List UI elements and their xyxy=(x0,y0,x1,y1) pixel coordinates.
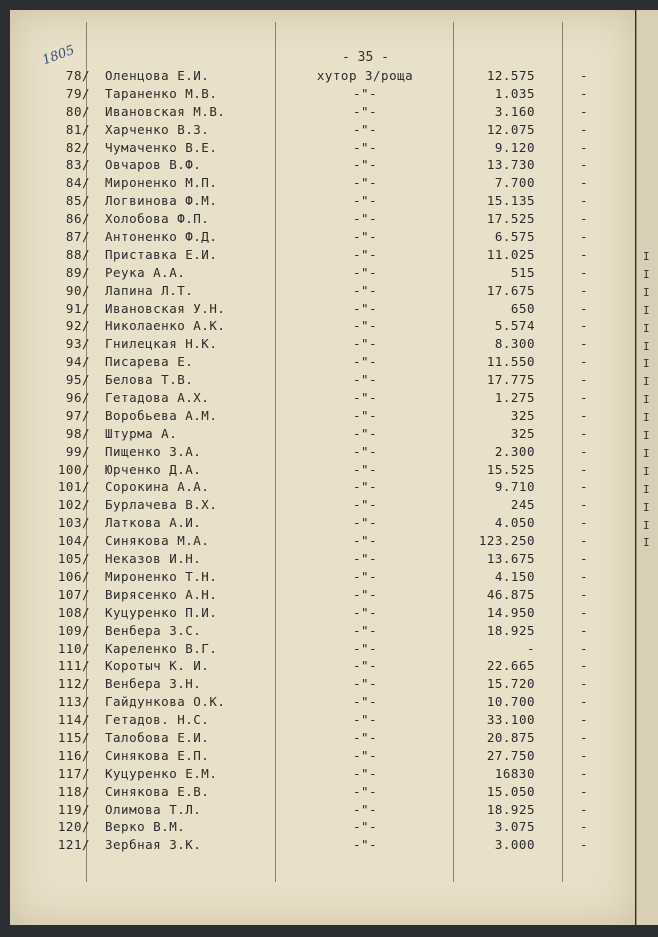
person-name: Сорокина А.А. xyxy=(105,479,210,495)
edge-mark: I xyxy=(643,464,650,478)
person-name: Приставка Е.И. xyxy=(105,246,218,262)
table-row xyxy=(10,819,635,837)
place-cell: -"- xyxy=(352,515,378,531)
person-name: Реука А.А. xyxy=(105,264,186,280)
place-cell: -"- xyxy=(352,318,378,334)
amount-cell: 15.720 xyxy=(486,676,535,692)
row-number: 86/ xyxy=(65,211,90,227)
mark-cell: - xyxy=(580,246,589,262)
place-cell: -"- xyxy=(352,157,378,173)
row-number: 111/ xyxy=(57,658,90,674)
person-name: Куцуренко Е.М. xyxy=(105,765,218,781)
person-name: Антоненко Ф.Д. xyxy=(105,229,218,245)
person-name: Бурлачева В.Х. xyxy=(105,497,218,513)
amount-cell: 16830 xyxy=(494,765,535,781)
place-cell: -"- xyxy=(352,533,378,549)
amount-cell: 12.075 xyxy=(486,121,535,137)
table-row xyxy=(10,122,635,140)
amount-cell: 33.100 xyxy=(486,712,535,728)
row-number: 84/ xyxy=(65,175,90,191)
place-cell: -"- xyxy=(352,103,378,119)
place-cell: -"- xyxy=(352,765,378,781)
mark-cell: - xyxy=(580,336,589,352)
amount-cell: 5.574 xyxy=(494,318,535,334)
mark-cell: - xyxy=(580,658,589,674)
table-row xyxy=(10,694,635,712)
amount-cell: 123.250 xyxy=(478,533,535,549)
amount-cell: 325 xyxy=(510,425,535,441)
amount-cell: 22.665 xyxy=(486,658,535,674)
mark-cell: - xyxy=(580,533,589,549)
mark-cell: - xyxy=(580,819,589,835)
edge-mark: I xyxy=(643,393,650,407)
row-number: 85/ xyxy=(65,193,90,209)
table-row xyxy=(10,497,635,515)
place-cell: -"- xyxy=(352,712,378,728)
place-cell: -"- xyxy=(352,211,378,227)
mark-cell: - xyxy=(580,372,589,388)
person-name: Юрченко Д.А. xyxy=(105,461,202,477)
mark-cell: - xyxy=(580,407,589,423)
place-cell: -"- xyxy=(352,676,378,692)
person-name: Верко В.М. xyxy=(105,819,186,835)
mark-cell: - xyxy=(580,282,589,298)
mark-cell: - xyxy=(580,425,589,441)
amount-cell: 6.575 xyxy=(494,229,535,245)
margin-note: 1805 xyxy=(40,42,77,69)
place-cell: -"- xyxy=(352,121,378,137)
row-number: 106/ xyxy=(57,568,90,584)
edge-mark: I xyxy=(643,285,650,299)
mark-cell: - xyxy=(580,193,589,209)
mark-cell: - xyxy=(580,515,589,531)
mark-cell: - xyxy=(580,354,589,370)
mark-cell: - xyxy=(580,300,589,316)
person-name: Штурма А. xyxy=(105,425,178,441)
amount-cell: 650 xyxy=(510,300,535,316)
person-name: Вирясенко А.Н. xyxy=(105,586,218,602)
row-number: 109/ xyxy=(57,622,90,638)
person-name: Гайдункова О.К. xyxy=(105,694,226,710)
table-row xyxy=(10,247,635,265)
place-cell: -"- xyxy=(352,801,378,817)
table-row xyxy=(10,479,635,497)
amount-cell: 18.925 xyxy=(486,622,535,638)
amount-cell: 12.575 xyxy=(486,68,535,83)
mark-cell: - xyxy=(580,712,589,728)
row-number: 90/ xyxy=(65,282,90,298)
person-name: Гнилецкая Н.К. xyxy=(105,336,218,352)
edge-mark: I xyxy=(643,482,650,496)
row-number: 93/ xyxy=(65,336,90,352)
table-row xyxy=(10,551,635,569)
row-number: 113/ xyxy=(57,694,90,710)
table-row xyxy=(10,86,635,104)
document-page xyxy=(10,10,635,925)
mark-cell: - xyxy=(580,139,589,155)
person-name: Тараненко М.В. xyxy=(105,85,218,101)
mark-cell: - xyxy=(580,497,589,513)
amount-cell: 2.300 xyxy=(494,443,535,459)
place-cell: -"- xyxy=(352,300,378,316)
mark-cell: - xyxy=(580,801,589,817)
amount-cell: 18.925 xyxy=(486,801,535,817)
table-row xyxy=(10,587,635,605)
row-number: 107/ xyxy=(57,586,90,602)
row-number: 82/ xyxy=(65,139,90,155)
table-row xyxy=(10,641,635,659)
row-number: 89/ xyxy=(65,264,90,280)
table-row xyxy=(10,426,635,444)
amount-cell: 1.035 xyxy=(494,85,535,101)
row-number: 92/ xyxy=(65,318,90,334)
table-row xyxy=(10,354,635,372)
edge-mark: I xyxy=(643,429,650,442)
row-number: 91/ xyxy=(65,300,90,316)
row-number: 97/ xyxy=(65,407,90,423)
amount-cell: 3.000 xyxy=(494,837,535,853)
mark-cell: - xyxy=(580,694,589,710)
amount-cell: 27.750 xyxy=(486,747,535,763)
mark-cell: - xyxy=(580,443,589,459)
edge-mark: I xyxy=(643,267,650,281)
person-name: Синякова М.А. xyxy=(105,533,210,549)
person-name: Писарева Е. xyxy=(105,354,194,370)
table-row xyxy=(10,68,635,86)
place-cell: -"- xyxy=(352,246,378,262)
mark-cell: - xyxy=(580,479,589,495)
amount-cell: 17.775 xyxy=(486,372,535,388)
mark-cell: - xyxy=(580,568,589,584)
person-name: Ивановская М.В. xyxy=(105,103,226,119)
place-cell: -"- xyxy=(352,783,378,799)
table-row xyxy=(10,802,635,820)
place-cell: -"- xyxy=(352,443,378,459)
mark-cell: - xyxy=(580,68,589,83)
table-row xyxy=(10,658,635,676)
person-name: Логвинова Ф.М. xyxy=(105,193,218,209)
person-name: Венбера З.Н. xyxy=(105,676,202,692)
person-name: Кареленко В.Г. xyxy=(105,640,218,656)
table-row xyxy=(10,336,635,354)
place-cell: -"- xyxy=(352,336,378,352)
person-name: Синякова Е.П. xyxy=(105,747,210,763)
mark-cell: - xyxy=(580,85,589,101)
mark-cell: - xyxy=(580,157,589,173)
row-number: 98/ xyxy=(65,425,90,441)
table-row xyxy=(10,712,635,730)
person-name: Венбера З.С. xyxy=(105,622,202,638)
person-name: Синякова Е.В. xyxy=(105,783,210,799)
row-number: 79/ xyxy=(65,85,90,101)
row-number: 78/ xyxy=(65,68,90,83)
person-name: Гетадов. Н.С. xyxy=(105,712,210,728)
amount-cell: 3.160 xyxy=(494,103,535,119)
amount-cell: 15.525 xyxy=(486,461,535,477)
place-cell: -"- xyxy=(352,497,378,513)
row-number: 99/ xyxy=(65,443,90,459)
table-row xyxy=(10,140,635,158)
row-number: 95/ xyxy=(65,372,90,388)
edge-mark: I xyxy=(643,411,650,425)
place-cell: -"- xyxy=(352,372,378,388)
table-row xyxy=(10,193,635,211)
row-number: 121/ xyxy=(57,837,90,853)
edge-mark: I xyxy=(643,250,650,263)
edge-mark: I xyxy=(643,518,650,532)
person-name: Оленцова Е.И. xyxy=(105,68,210,83)
place-cell: -"- xyxy=(352,139,378,155)
mark-cell: - xyxy=(580,175,589,191)
place-cell: -"- xyxy=(352,658,378,674)
place-cell: -"- xyxy=(352,461,378,477)
place-cell: -"- xyxy=(352,175,378,191)
place-cell: -"- xyxy=(352,229,378,245)
table-row xyxy=(10,265,635,283)
person-name: Неказов И.Н. xyxy=(105,551,202,567)
row-number: 119/ xyxy=(57,801,90,817)
amount-cell: 15.135 xyxy=(486,193,535,209)
amount-cell: 8.300 xyxy=(494,336,535,352)
place-cell: -"- xyxy=(352,640,378,656)
person-name: Николаенко А.К. xyxy=(105,318,226,334)
amount-cell: 245 xyxy=(510,497,535,513)
person-name: Лапина Л.Т. xyxy=(105,282,194,298)
place-cell: -"- xyxy=(352,407,378,423)
row-number: 105/ xyxy=(57,551,90,567)
person-name: Чумаченко В.Е. xyxy=(105,139,218,155)
person-name: Талобова Е.И. xyxy=(105,729,210,745)
mark-cell: - xyxy=(580,264,589,280)
amount-cell: 17.675 xyxy=(486,282,535,298)
row-number: 102/ xyxy=(57,497,90,513)
place-cell: -"- xyxy=(352,264,378,280)
place-cell: -"- xyxy=(352,694,378,710)
mark-cell: - xyxy=(580,229,589,245)
row-number: 110/ xyxy=(57,640,90,656)
table-row xyxy=(10,229,635,247)
amount-cell: 9.120 xyxy=(494,139,535,155)
amount-cell: 46.875 xyxy=(486,586,535,602)
mark-cell: - xyxy=(580,211,589,227)
person-name: Белова Т.В. xyxy=(105,372,194,388)
table-row xyxy=(10,569,635,587)
row-number: 100/ xyxy=(57,461,90,477)
row-number: 101/ xyxy=(57,479,90,495)
table-row xyxy=(10,623,635,641)
place-cell: -"- xyxy=(352,551,378,567)
row-number: 88/ xyxy=(65,246,90,262)
row-number: 83/ xyxy=(65,157,90,173)
ledger-table xyxy=(10,68,635,855)
place-cell: -"- xyxy=(352,390,378,406)
person-name: Холобова Ф.П. xyxy=(105,211,210,227)
mark-cell: - xyxy=(580,604,589,620)
place-cell: -"- xyxy=(352,193,378,209)
amount-cell: 3.075 xyxy=(494,819,535,835)
mark-cell: - xyxy=(580,121,589,137)
row-number: 103/ xyxy=(57,515,90,531)
place-cell: -"- xyxy=(352,282,378,298)
table-row xyxy=(10,157,635,175)
mark-cell: - xyxy=(580,837,589,853)
amount-cell: 14.950 xyxy=(486,604,535,620)
table-row xyxy=(10,283,635,301)
edge-mark: I xyxy=(643,446,650,460)
table-row xyxy=(10,748,635,766)
mark-cell: - xyxy=(580,461,589,477)
person-name: Воробьева А.М. xyxy=(105,407,218,423)
amount-cell: 4.150 xyxy=(494,568,535,584)
table-row xyxy=(10,766,635,784)
table-row xyxy=(10,533,635,551)
person-name: Ивановская У.Н. xyxy=(105,300,226,316)
amount-cell: 325 xyxy=(510,407,535,423)
edge-mark: I xyxy=(643,321,650,335)
amount-cell: 17.525 xyxy=(486,211,535,227)
table-row xyxy=(10,605,635,623)
amount-cell: 9.710 xyxy=(494,479,535,495)
person-name: Мироненко М.П. xyxy=(105,175,218,191)
row-number: 116/ xyxy=(57,747,90,763)
amount-cell: 7.700 xyxy=(494,175,535,191)
amount-cell: 11.025 xyxy=(486,246,535,262)
person-name: Пищенко З.А. xyxy=(105,443,202,459)
place-cell: -"- xyxy=(352,354,378,370)
person-name: Овчаров В.Ф. xyxy=(105,157,202,173)
place-cell: -"- xyxy=(352,604,378,620)
mark-cell: - xyxy=(580,586,589,602)
edge-mark: I xyxy=(643,357,650,371)
person-name: Латкова А.И. xyxy=(105,515,202,531)
person-name: Куцуренко П.И. xyxy=(105,604,218,620)
adjacent-page-edge xyxy=(636,10,658,925)
table-row xyxy=(10,211,635,229)
row-number: 94/ xyxy=(65,354,90,370)
amount-cell: 13.675 xyxy=(486,551,535,567)
edge-mark: I xyxy=(643,500,650,514)
mark-cell: - xyxy=(580,390,589,406)
person-name: Олимова Т.Л. xyxy=(105,801,202,817)
place-cell: -"- xyxy=(352,568,378,584)
row-number: 120/ xyxy=(57,819,90,835)
person-name: Харченко В.З. xyxy=(105,121,210,137)
table-row xyxy=(10,301,635,319)
table-row xyxy=(10,837,635,855)
row-number: 114/ xyxy=(57,712,90,728)
amount-cell: 1.275 xyxy=(494,390,535,406)
place-cell: -"- xyxy=(352,837,378,853)
table-row xyxy=(10,444,635,462)
place-cell: -"- xyxy=(352,747,378,763)
table-row xyxy=(10,408,635,426)
table-row xyxy=(10,462,635,480)
table-row xyxy=(10,784,635,802)
row-number: 104/ xyxy=(57,533,90,549)
row-number: 81/ xyxy=(65,121,90,137)
place-cell: -"- xyxy=(352,622,378,638)
mark-cell: - xyxy=(580,765,589,781)
row-number: 115/ xyxy=(57,729,90,745)
table-row xyxy=(10,676,635,694)
table-row xyxy=(10,175,635,193)
table-row xyxy=(10,372,635,390)
person-name: Гетадова А.Х. xyxy=(105,390,210,406)
place-cell: -"- xyxy=(352,729,378,745)
row-number: 117/ xyxy=(57,765,90,781)
mark-cell: - xyxy=(580,622,589,638)
table-row xyxy=(10,730,635,748)
mark-cell: - xyxy=(580,103,589,119)
mark-cell: - xyxy=(580,551,589,567)
edge-mark: I xyxy=(643,303,650,317)
place-cell: хутор З/роща xyxy=(316,68,414,83)
mark-cell: - xyxy=(580,783,589,799)
place-cell: -"- xyxy=(352,479,378,495)
mark-cell: - xyxy=(580,676,589,692)
mark-cell: - xyxy=(580,729,589,745)
table-row xyxy=(10,318,635,336)
person-name: Зербная З.К. xyxy=(105,837,202,853)
amount-cell: - xyxy=(526,640,535,656)
place-cell: -"- xyxy=(352,819,378,835)
person-name: Коротыч К. И. xyxy=(105,658,210,674)
amount-cell: 515 xyxy=(510,264,535,280)
amount-cell: 13.730 xyxy=(486,157,535,173)
table-row xyxy=(10,104,635,122)
amount-cell: 20.875 xyxy=(486,729,535,745)
amount-cell: 11.550 xyxy=(486,354,535,370)
place-cell: -"- xyxy=(352,85,378,101)
place-cell: -"- xyxy=(352,425,378,441)
person-name: Мироненко Т.Н. xyxy=(105,568,218,584)
edge-mark: I xyxy=(643,339,650,353)
edge-mark: I xyxy=(643,536,650,550)
amount-cell: 4.050 xyxy=(494,515,535,531)
table-row xyxy=(10,515,635,533)
row-number: 118/ xyxy=(57,783,90,799)
amount-cell: 10.700 xyxy=(486,694,535,710)
amount-cell: 15.050 xyxy=(486,783,535,799)
row-number: 108/ xyxy=(57,604,90,620)
table-row xyxy=(10,390,635,408)
place-cell: -"- xyxy=(352,586,378,602)
mark-cell: - xyxy=(580,640,589,656)
edge-mark: I xyxy=(643,375,650,389)
row-number: 96/ xyxy=(65,390,90,406)
mark-cell: - xyxy=(580,318,589,334)
row-number: 80/ xyxy=(65,103,90,119)
row-number: 87/ xyxy=(65,229,90,245)
row-number: 112/ xyxy=(57,676,90,692)
page-number: - 35 - xyxy=(342,50,389,65)
mark-cell: - xyxy=(580,747,589,763)
